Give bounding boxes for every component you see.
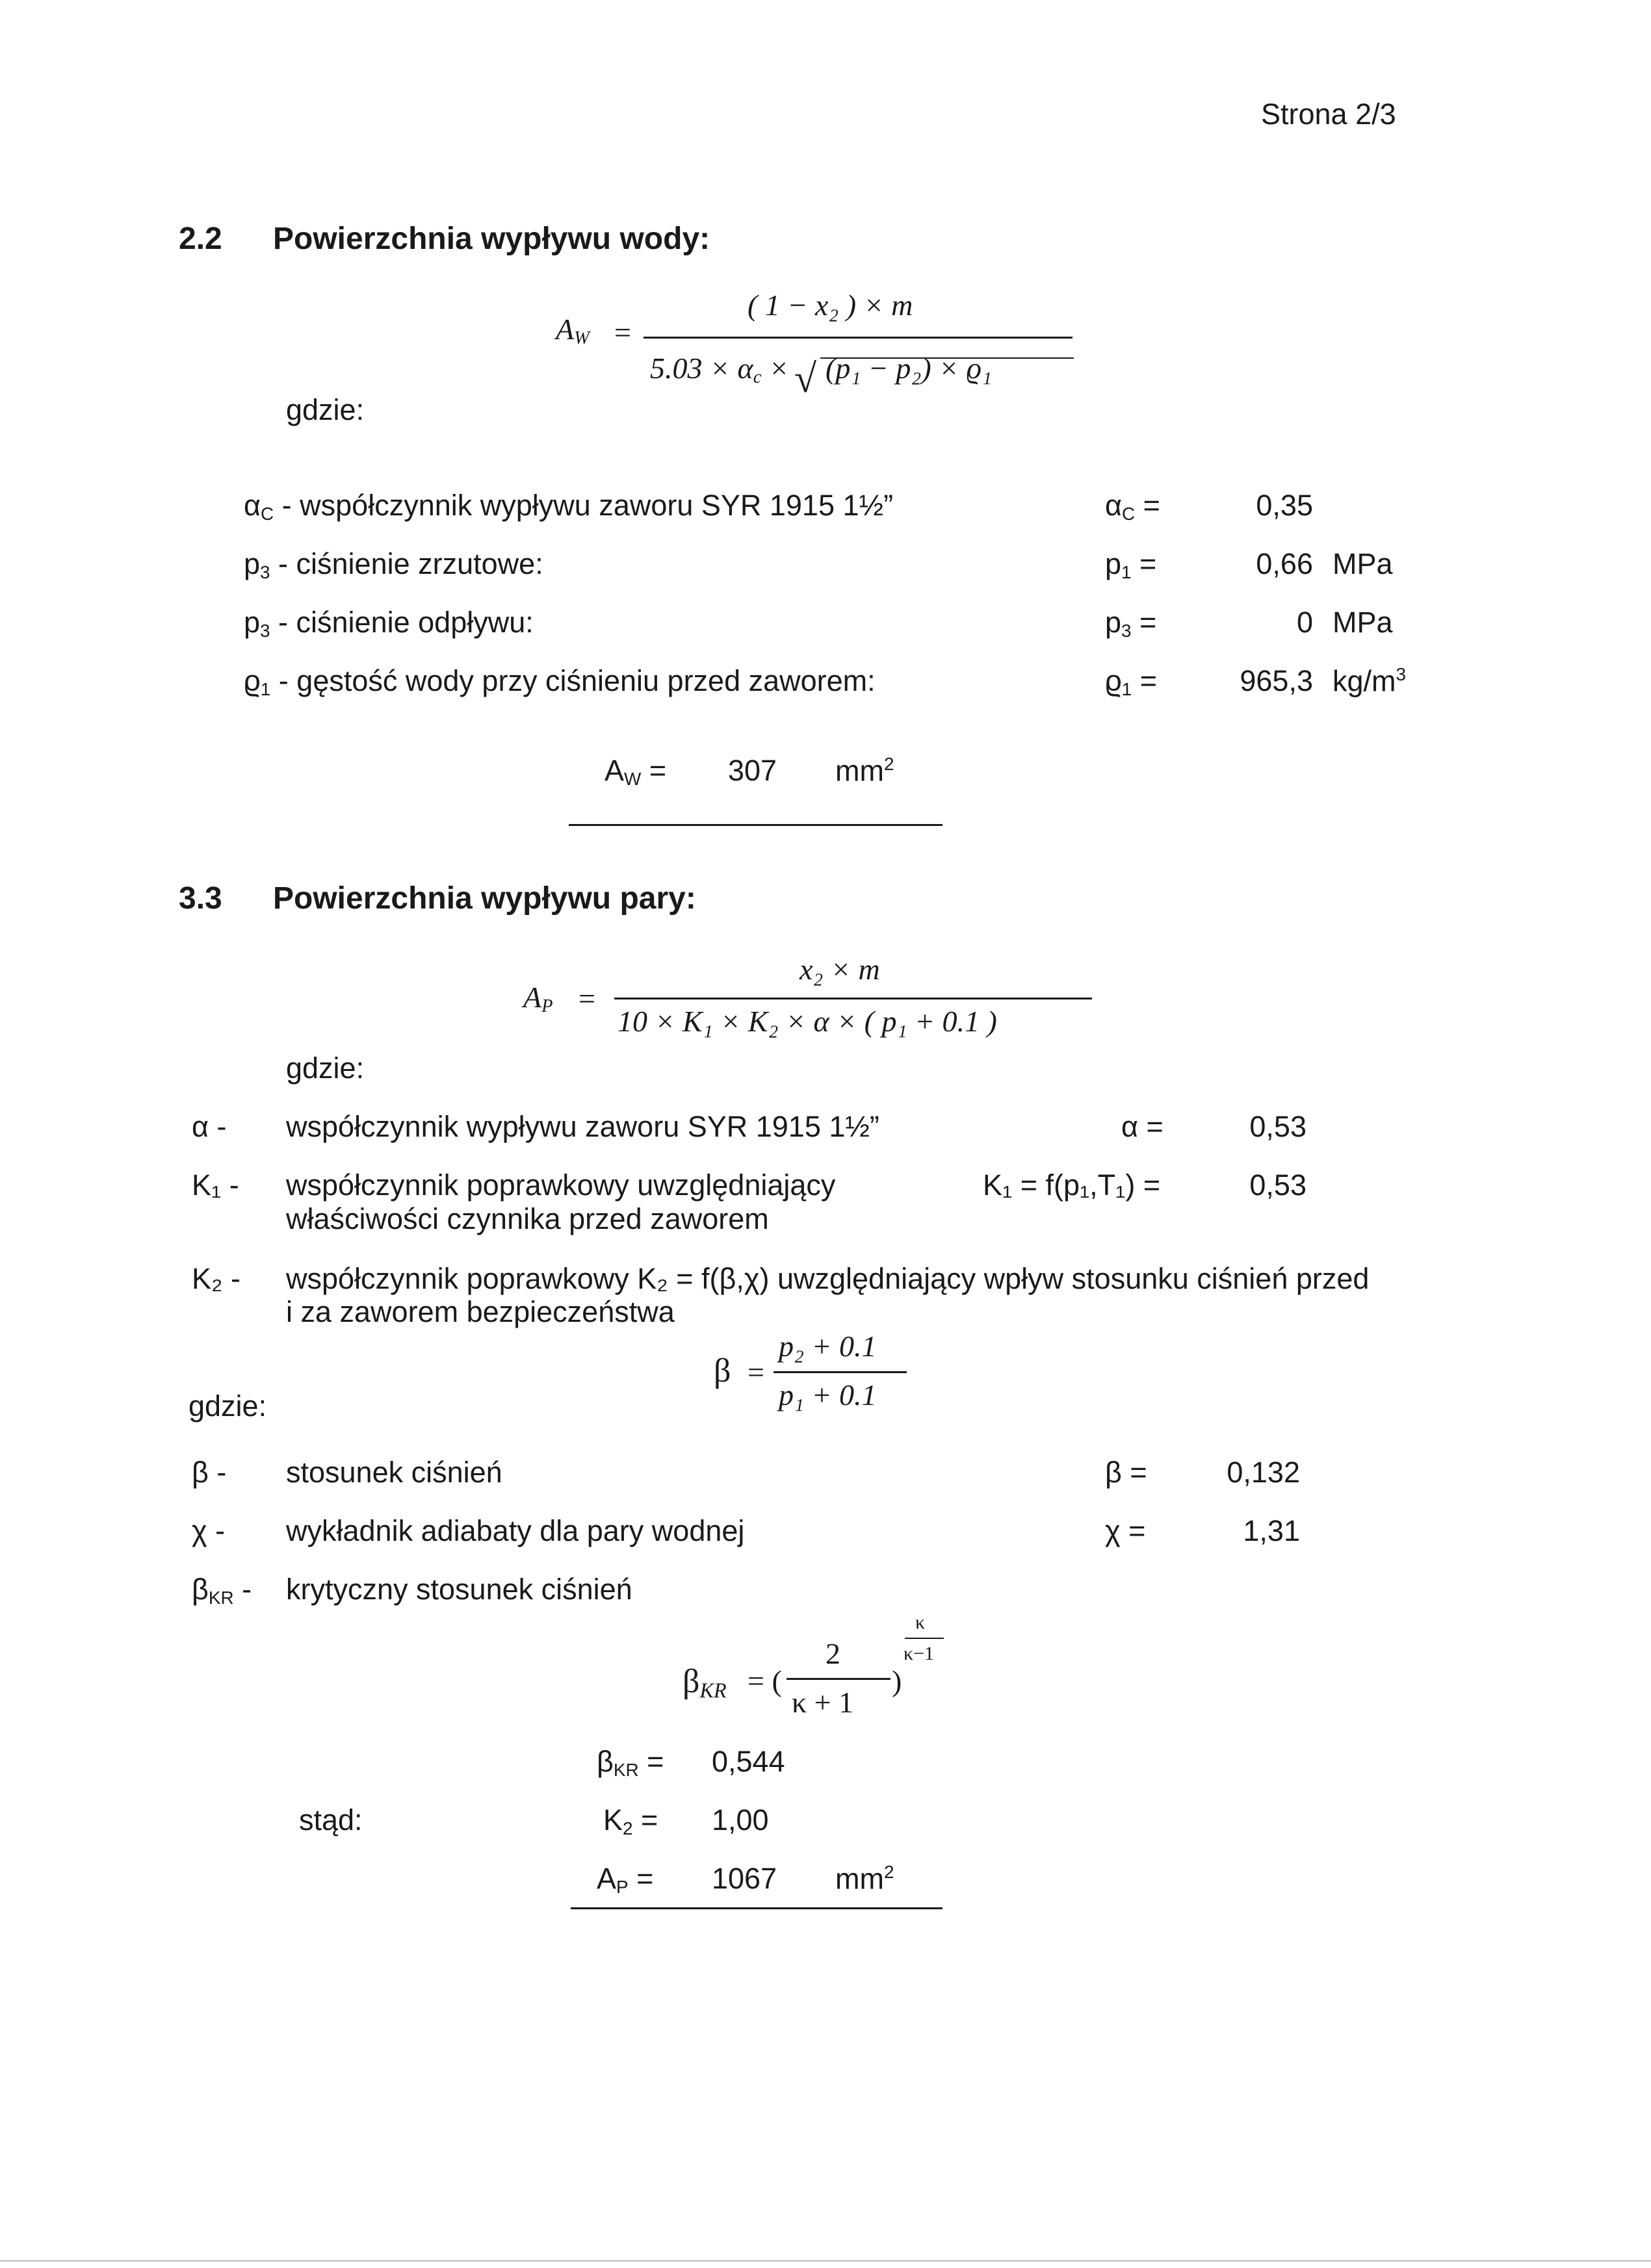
formula-aw-lhs: $A_W$ — [556, 313, 590, 349]
var-value-rho1: 965,3 — [1240, 664, 1313, 697]
page-number: Strona 2/3 — [1261, 97, 1396, 131]
result-k2-label: $K_2$ = — [603, 1803, 658, 1838]
var-sym-k1: K₁ - — [192, 1168, 239, 1202]
gdzie-label-1: gdzie: — [286, 393, 365, 426]
var-value-p1: 0,66 — [1256, 547, 1313, 580]
var-label-k1: K₁ = f(p₁,T₁) = — [983, 1168, 1161, 1202]
formula-bkr-exp-num: κ — [915, 1612, 926, 1633]
var-value-alpha-c: 0,35 — [1256, 489, 1313, 522]
formula-bkr-close: ) — [892, 1664, 902, 1697]
scan-edge — [0, 2260, 1651, 2262]
var-sym-beta-kr: $\beta_{KR}$ - — [192, 1573, 252, 1608]
result-aw-underline — [569, 824, 942, 826]
formula-bkr-lhs: $\beta_{KR}$ — [682, 1663, 727, 1703]
var-desc-beta-kr: krytyczny stosunek ciśnień — [286, 1573, 632, 1606]
formula-bkr-exp-bar — [905, 1638, 944, 1639]
var-label-chi: χ = — [1105, 1514, 1146, 1547]
var-desc-beta: stosunek ciśnień — [286, 1456, 502, 1489]
var-desc-k1: współczynnik poprawkowy uwzględniający — [286, 1168, 836, 1202]
var-value-p3: 0 — [1296, 606, 1313, 639]
var-unit-rho1: $kg/m^3$ — [1332, 664, 1407, 698]
var-label-alpha: α = — [1121, 1110, 1164, 1143]
result-ap-underline — [571, 1907, 942, 1909]
var-desc-alpha: współczynnik wypływu zaworu SYR 1915 1½” — [286, 1110, 879, 1143]
formula-aw-numerator: ( 1 − x₂ ) × m — [748, 289, 913, 322]
var-desc-chi: wykładnik adiabaty dla pary wodnej — [286, 1514, 745, 1547]
section-number-2-2: 2.2 — [179, 222, 222, 256]
formula-bkr-fraction-bar — [786, 1678, 890, 1680]
formula-aw-sqrt-content: (p₁ − p₂) × ϱ₁ — [826, 352, 993, 385]
var-value-k1: 0,53 — [1249, 1168, 1306, 1202]
var-sym-alpha: α - — [192, 1110, 227, 1143]
result-bkr-label: $\beta_{KR}$ = — [597, 1745, 664, 1780]
formula-ap-eq: = — [578, 982, 595, 1015]
result-aw-label: $A_W$ = — [604, 754, 667, 789]
formula-aw-denominator: $5.03 \times \alpha_c$ × — [650, 352, 789, 388]
formula-bkr-denominator: κ + 1 — [792, 1686, 854, 1719]
var-label-alpha-c: $\alpha_C$ = — [1105, 489, 1160, 524]
result-aw-value: 307 — [728, 754, 777, 787]
gdzie-label-2: gdzie: — [286, 1051, 365, 1085]
formula-bkr-eq: = ( — [748, 1664, 782, 1697]
var-desc-k2-line2: i za zaworem bezpieczeństwa — [286, 1295, 675, 1328]
formula-bkr-exp-den: κ−1 — [904, 1643, 935, 1664]
formula-bkr-numerator: 2 — [826, 1637, 840, 1670]
result-ap-value: 1067 — [712, 1862, 777, 1895]
var-sym-chi: χ - — [192, 1514, 226, 1547]
var-row-p-odplywu: $p_3$ - ciśnienie odpływu: — [244, 606, 534, 641]
var-row-p-zrzutowe: $p_3$ - ciśnienie zrzutowe: — [244, 547, 543, 582]
var-desc-k2: współczynnik poprawkowy K₂ = f(β,χ) uwzględniający wpływ stosunku ciśnień przed — [286, 1262, 1370, 1295]
formula-ap-lhs: $A_P$ — [523, 981, 553, 1017]
result-bkr-value: 0,544 — [712, 1745, 785, 1778]
result-k2-value: 1,00 — [712, 1803, 769, 1836]
var-label-p3: $p_3$ = — [1105, 606, 1157, 641]
result-aw-unit: $mm^2$ — [835, 754, 894, 788]
formula-ap-numerator: x₂ × m — [800, 953, 880, 986]
result-ap-unit: $mm^2$ — [835, 1862, 894, 1896]
section-number-3-3: 3.3 — [179, 881, 222, 916]
stad-label: stąd: — [299, 1803, 363, 1836]
formula-aw-fraction-bar — [644, 337, 1072, 339]
var-row-alpha-c: $\alpha_C$ - współczynnik wypływu zaworu SYR 1915 1½” — [244, 489, 894, 524]
var-value-beta: 0,132 — [1227, 1456, 1300, 1489]
result-ap-label: $A_P$ = — [597, 1862, 654, 1897]
var-value-alpha: 0,53 — [1249, 1110, 1306, 1143]
sqrt-icon: √ — [794, 357, 817, 401]
var-unit-p3: MPa — [1332, 606, 1393, 639]
var-label-p1: $p_1$ = — [1105, 547, 1157, 582]
formula-beta-lhs: β — [714, 1352, 731, 1389]
formula-beta-fraction-bar — [774, 1371, 907, 1373]
var-label-rho1: $ϱ_1$ = — [1105, 664, 1158, 699]
formula-ap-fraction-bar — [614, 998, 1092, 999]
var-sym-k2: K₂ - — [192, 1262, 240, 1295]
var-row-rho1: $ϱ_1$ - gęstość wody przy ciśnieniu przed zaworem: — [244, 664, 876, 699]
var-desc-k1-line2: właściwości czynnika przed zaworem — [286, 1202, 769, 1235]
formula-ap-denominator: 10 × K₁ × K₂ × α × ( p₁ + 0.1 ) — [618, 1005, 997, 1038]
formula-beta-eq: = — [748, 1356, 764, 1389]
var-sym-beta: β - — [192, 1456, 227, 1489]
var-unit-p1: MPa — [1332, 547, 1393, 580]
formula-aw-eq: = — [614, 316, 631, 349]
gdzie-label-3: gdzie: — [188, 1389, 267, 1423]
formula-beta-numerator: p₂ + 0.1 — [779, 1330, 877, 1363]
var-value-chi: 1,31 — [1243, 1514, 1300, 1547]
section-title-3-3: Powierzchnia wypływu pary: — [273, 881, 696, 916]
formula-beta-denominator: p₁ + 0.1 — [779, 1378, 877, 1411]
var-label-beta: β = — [1105, 1456, 1147, 1489]
section-title-2-2: Powierzchnia wypływu wody: — [273, 222, 710, 256]
